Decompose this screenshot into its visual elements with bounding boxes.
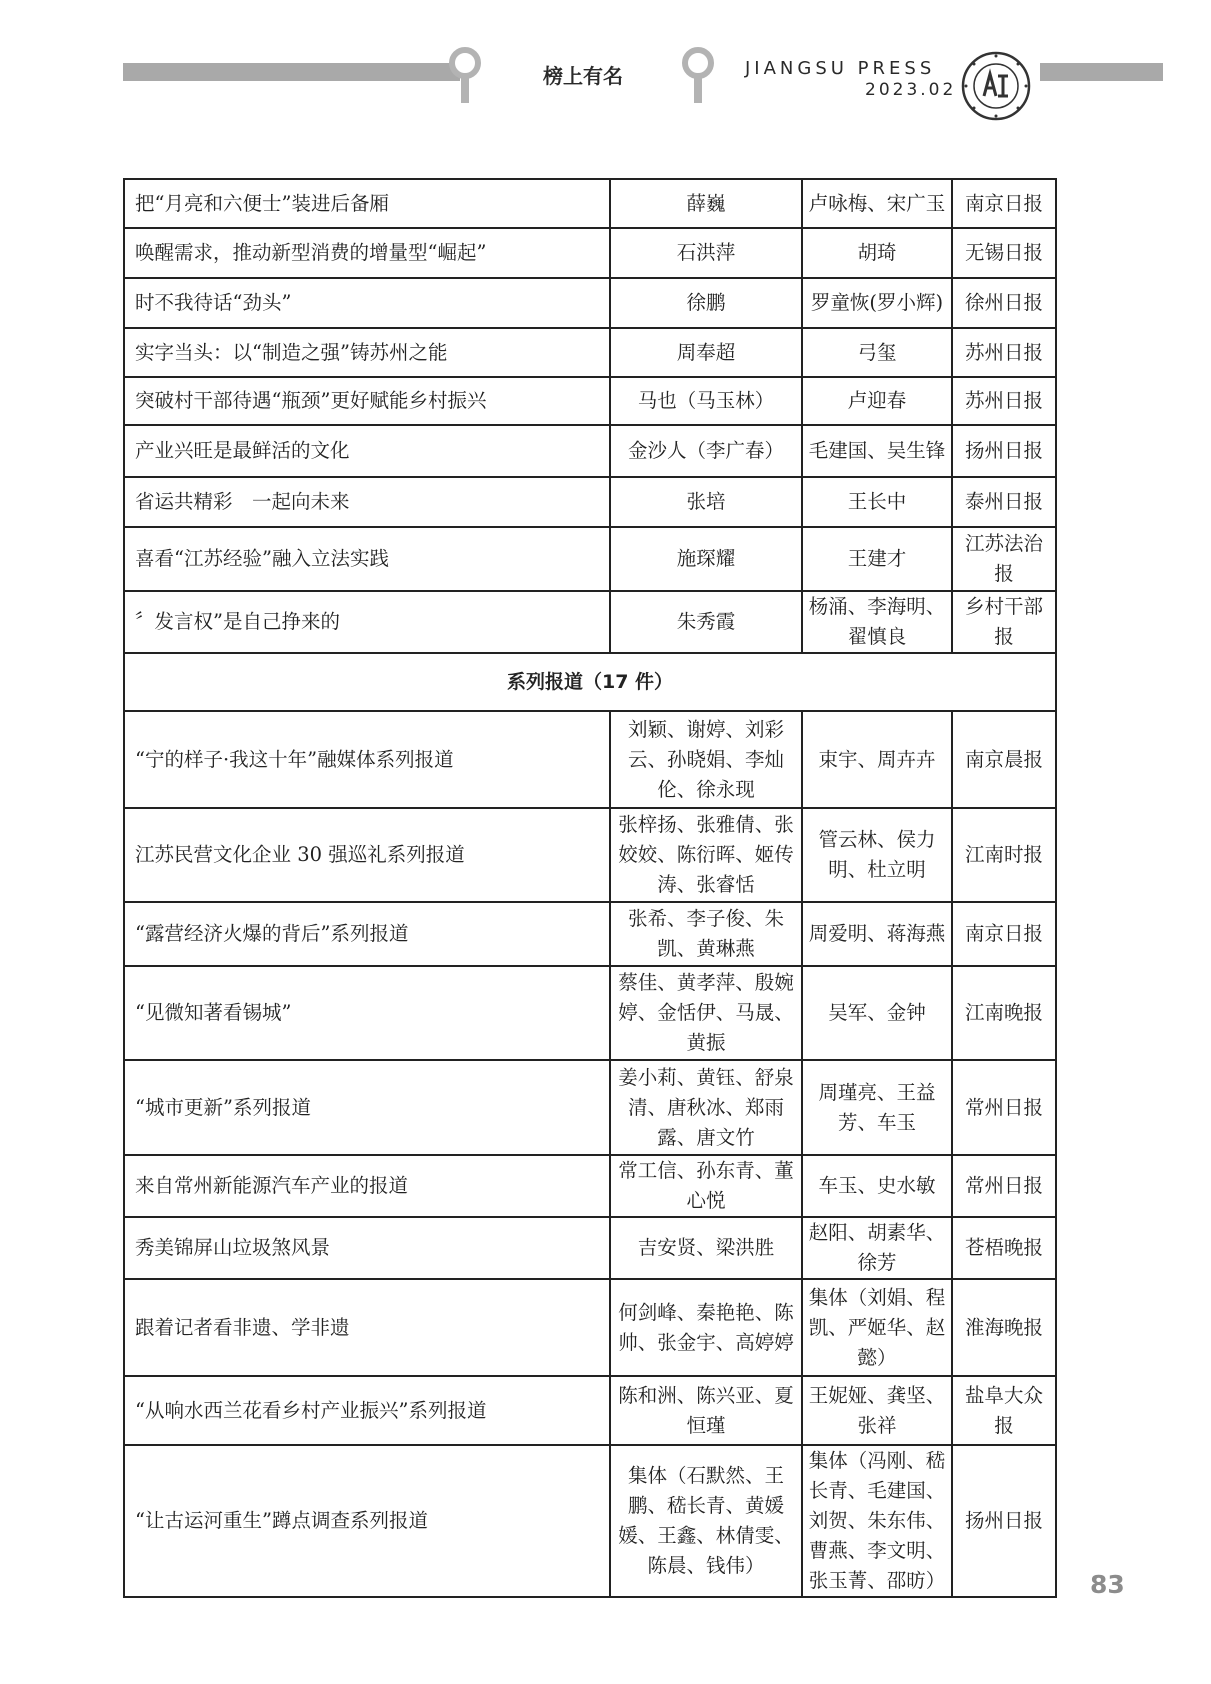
table-row [124,1217,1056,1279]
table-row [124,1060,1056,1155]
cell-outlet: 苏州日报 [952,377,1056,425]
cell-author: 徐鹏 [610,278,802,328]
publication-name: JIANGSU PRESS [745,58,936,79]
cell-title: 时不我待话“劲头” [124,278,610,328]
cell-author: 朱秀霞 [610,591,802,653]
cell-outlet: 常州日报 [952,1155,1056,1217]
table-row [124,477,1056,527]
issue-date: 2023.02 [865,80,957,100]
cell-author: 陈和洲、陈兴亚、夏恒瑾 [610,1376,802,1445]
cell-title: 省运共精彩 一起向未来 [124,477,610,527]
cell-outlet: 苏州日报 [952,328,1056,377]
section-title: 榜上有名 [543,64,623,88]
cell-editor: 胡琦 [802,228,952,278]
cell-outlet: 扬州日报 [952,425,1056,477]
cell-title: “从响水西兰花看乡村产业振兴”系列报道 [124,1376,610,1445]
cell-outlet: 常州日报 [952,1060,1056,1155]
cell-outlet: 南京日报 [952,179,1056,228]
cell-editor: 弓玺 [802,328,952,377]
cell-title: 突破村干部待遇“瓶颈”更好赋能乡村振兴 [124,377,610,425]
cell-editor: 王建才 [802,527,952,591]
cell-editor: 王妮娅、龚坚、张祥 [802,1376,952,1445]
table-row [124,902,1056,966]
cell-title: “城市更新”系列报道 [124,1060,610,1155]
cell-title: 产业兴旺是最鲜活的文化 [124,425,610,477]
series-section-header: 系列报道（17 件） [124,653,1056,711]
table-row [124,1279,1056,1376]
cell-editor: 束宇、周卉卉 [802,711,952,808]
page-number: 83 [1090,1570,1125,1599]
cell-editor: 赵阳、胡素华、徐芳 [802,1217,952,1279]
table-row [124,591,1056,653]
cell-title: 把“月亮和六便士”装进后备厢 [124,179,610,228]
cell-author: 蔡佳、黄孝萍、殷婉婷、金恬伊、马晟、黄振 [610,966,802,1060]
table-row [124,278,1056,328]
cell-title: 喜看“江苏经验”融入立法实践 [124,527,610,591]
table-row [124,527,1056,591]
cell-author: 张培 [610,477,802,527]
cell-author: 马也（马玉林） [610,377,802,425]
table-row [124,1155,1056,1217]
cell-editor: 周爱明、蒋海燕 [802,902,952,966]
cell-title: 跟着记者看非遗、学非遗 [124,1279,610,1376]
cell-editor: 杨涌、李海明、翟慎良 [802,591,952,653]
cell-outlet: 盐阜大众报 [952,1376,1056,1445]
cell-outlet: 泰州日报 [952,477,1056,527]
cell-outlet: 江南时报 [952,808,1056,902]
cell-title: “见微知著看锡城” [124,966,610,1060]
cell-author: 张希、李子俊、朱凯、黄琳燕 [610,902,802,966]
table-row [124,425,1056,477]
cell-author: 刘颖、谢婷、刘彩云、孙晓娟、李灿伦、徐永现 [610,711,802,808]
cell-author: 何剑峰、秦艳艳、陈帅、张金宇、高婷婷 [610,1279,802,1376]
cell-title: “让古运河重生”蹲点调查系列报道 [124,1445,610,1597]
cell-author: 常工信、孙东青、董心悦 [610,1155,802,1217]
cell-outlet: 淮海晚报 [952,1279,1056,1376]
cell-title: “宁的样子·我这十年”融媒体系列报道 [124,711,610,808]
cell-editor: 卢迎春 [802,377,952,425]
cell-editor: 王长中 [802,477,952,527]
table-row [124,1376,1056,1445]
cell-author: 石洪萍 [610,228,802,278]
table-row [124,328,1056,377]
cell-author: 集体（石默然、王鹏、嵇长青、黄媛媛、王鑫、林倩雯、陈晨、钱伟） [610,1445,802,1597]
cell-outlet: 苍梧晚报 [952,1217,1056,1279]
cell-author: 金沙人（李广春） [610,425,802,477]
section-header-row [124,653,1056,711]
cell-author: 施琛耀 [610,527,802,591]
table-row [124,377,1056,425]
cell-author: 吉安贤、梁洪胜 [610,1217,802,1279]
award-table [123,178,1057,1598]
cell-outlet: 南京晨报 [952,711,1056,808]
cell-editor: 毛建国、吴生锋 [802,425,952,477]
cell-author: 姜小莉、黄钰、舒泉清、唐秋冰、郑雨露、唐文竹 [610,1060,802,1155]
header-left-bar [123,63,460,81]
cell-outlet: 无锡日报 [952,228,1056,278]
cell-editor: 罗童恢(罗小辉) [802,278,952,328]
header-right-bar [1040,63,1163,81]
cell-outlet: 乡村干部报 [952,591,1056,653]
cell-editor: 集体（刘娟、程凯、严姬华、赵懿） [802,1279,952,1376]
table-row [124,808,1056,902]
cell-title: 来自常州新能源汽车产业的报道 [124,1155,610,1217]
cell-title: “露营经济火爆的背后”系列报道 [124,902,610,966]
cell-author: 张梓扬、张雅倩、张姣姣、陈衍晖、姬传涛、张睿恬 [610,808,802,902]
pin-icon-right [681,46,715,104]
cell-editor: 集体（冯刚、嵇长青、毛建国、刘贺、朱东伟、曹燕、李文明、张玉菁、邵昉） [802,1445,952,1597]
table-row [124,711,1056,808]
cell-outlet: 徐州日报 [952,278,1056,328]
cell-title: 江苏民营文化企业 30 强巡礼系列报道 [124,808,610,902]
pin-icon-left [448,46,482,104]
cell-editor: 吴军、金钟 [802,966,952,1060]
cell-title: 实字当头：以“制造之强”铸苏州之能 [124,328,610,377]
cell-outlet: 扬州日报 [952,1445,1056,1597]
association-seal-logo [960,50,1032,122]
table-row [124,1445,1056,1597]
cell-outlet: 江南晚报 [952,966,1056,1060]
cell-author: 薛巍 [610,179,802,228]
cell-title: 秀美锦屏山垃圾煞风景 [124,1217,610,1279]
cell-editor: 卢咏梅、宋广玉 [802,179,952,228]
cell-title: 唤醒需求，推动新型消费的增量型“崛起” [124,228,610,278]
table-row [124,228,1056,278]
cell-author: 周奉超 [610,328,802,377]
cell-title: 〞发言权”是自己挣来的 [124,591,610,653]
cell-editor: 车玉、史水敏 [802,1155,952,1217]
cell-outlet: 南京日报 [952,902,1056,966]
table-row [124,179,1056,228]
cell-outlet: 江苏法治报 [952,527,1056,591]
cell-editor: 管云林、侯力明、杜立明 [802,808,952,902]
cell-editor: 周瑾亮、王益芳、车玉 [802,1060,952,1155]
table-row [124,966,1056,1060]
